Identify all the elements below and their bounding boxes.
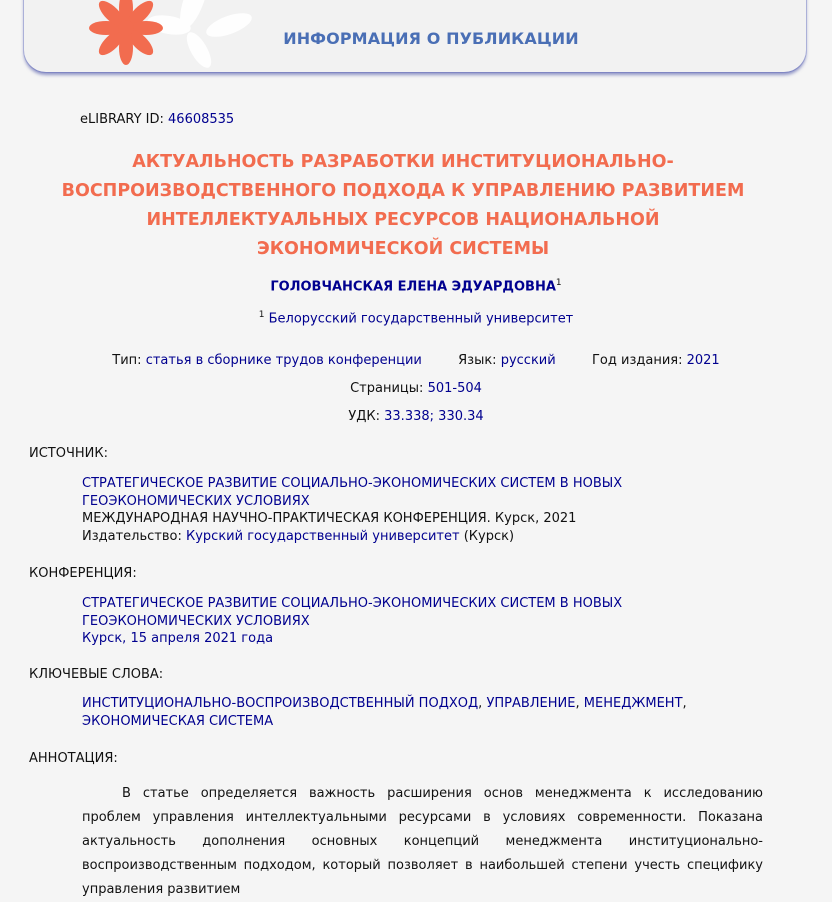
keyword-link[interactable]: УПРАВЛЕНИЕ bbox=[486, 696, 576, 711]
abstract-text: В статье определяется важность расширения основ менеджмента к исследованию проблем управления интеллектуальными ресурсами в условиях современности. Показана актуальность дополнения основных концепций менеджмента институционально-воспроизводственным подходом, который позволяет в наибольшей степени учесть специфику управления развитием bbox=[82, 786, 763, 897]
affiliation-sup: 1 bbox=[258, 310, 265, 320]
pages-value: 501-504 bbox=[427, 381, 482, 396]
lang-value: русский bbox=[500, 353, 556, 368]
year-value: 2021 bbox=[686, 353, 720, 368]
pages-row bbox=[0, 381, 832, 396]
keywords-label: КЛЮЧЕВЫЕ СЛОВА: bbox=[29, 667, 164, 682]
keyword-separator: , bbox=[575, 696, 580, 711]
affiliation-link[interactable]: Белорусский государственный университет bbox=[268, 311, 574, 327]
source-label: ИСТОЧНИК: bbox=[29, 446, 108, 461]
udk-row bbox=[0, 409, 832, 424]
elibrary-id-value[interactable]: 46608535 bbox=[168, 112, 235, 127]
lang-label: Язык: bbox=[458, 353, 497, 368]
keyword-separator: , bbox=[478, 696, 483, 711]
affiliation bbox=[0, 310, 832, 326]
source-block bbox=[82, 475, 722, 545]
elibrary-id bbox=[80, 112, 234, 127]
year-label: Год издания: bbox=[592, 353, 683, 368]
meta-row bbox=[0, 353, 832, 368]
elibrary-id-label: eLIBRARY ID: bbox=[80, 112, 164, 127]
conference-title-link[interactable]: СТРАТЕГИЧЕСКОЕ РАЗВИТИЕ СОЦИАЛЬНО-ЭКОНОМИЧЕСКИХ СИСТЕМ В НОВЫХ ГЕОЭКОНОМИЧЕСКИХ УСЛОВИЯХ bbox=[82, 596, 623, 629]
keyword-link[interactable]: МЕНЕДЖМЕНТ bbox=[583, 696, 683, 711]
publication-title: АКТУАЛЬНОСТЬ РАЗРАБОТКИ ИНСТИТУЦИОНАЛЬНО-ВОСПРОИЗВОДСТВЕННОГО ПОДХОДА К УПРАВЛЕНИЮ РАЗВИТИЕМ ИНТЕЛЛЕКТУАЛЬНЫХ РЕСУРСОВ НАЦИОНАЛЬНОЙ ЭКОНОМИЧЕСКОЙ СИСТЕМЫ bbox=[61, 152, 745, 259]
keyword-link[interactable]: ИНСТИТУЦИОНАЛЬНО-ВОСПРОИЗВОДСТВЕННЫЙ ПОДХОД bbox=[82, 696, 479, 711]
type-value: статья в сборнике трудов конференции bbox=[145, 353, 422, 368]
keyword-separator: , bbox=[682, 696, 687, 711]
udk-link-2[interactable]: 330.34 bbox=[438, 409, 484, 424]
keywords-block bbox=[82, 695, 722, 730]
conference-label: КОНФЕРЕНЦИЯ: bbox=[29, 566, 137, 581]
source-conference: МЕЖДУНАРОДНАЯ НАУЧНО-ПРАКТИЧЕСКАЯ КОНФЕРЕНЦИЯ. Курск, 2021 bbox=[82, 511, 577, 526]
source-title-link[interactable]: СТРАТЕГИЧЕСКОЕ РАЗВИТИЕ СОЦИАЛЬНО-ЭКОНОМИЧЕСКИХ СИСТЕМ В НОВЫХ ГЕОЭКОНОМИЧЕСКИХ УСЛОВИЯХ bbox=[82, 476, 623, 509]
publisher-link[interactable]: Курский государственный университет bbox=[186, 528, 460, 544]
author-link[interactable]: ГОЛОВЧАНСКАЯ ЕЛЕНА ЭДУАРДОВНА bbox=[270, 279, 556, 295]
author-sup: 1 bbox=[555, 278, 562, 288]
author bbox=[0, 278, 832, 294]
keyword-link[interactable]: ЭКОНОМИЧЕСКАЯ СИСТЕМА bbox=[82, 713, 274, 729]
publisher-label: Издательство: bbox=[82, 528, 182, 544]
header-panel bbox=[24, 0, 806, 72]
type-label: Тип: bbox=[112, 353, 142, 368]
pages-label: Страницы: bbox=[350, 381, 424, 396]
conference-place-date: Курск, 15 апреля 2021 года bbox=[82, 631, 274, 646]
publisher-city: (Курск) bbox=[463, 528, 515, 544]
header-title: ИНФОРМАЦИЯ О ПУБЛИКАЦИИ bbox=[283, 29, 579, 48]
abstract-label: АННОТАЦИЯ: bbox=[29, 751, 118, 766]
udk-label: УДК: bbox=[348, 409, 380, 424]
udk-separator: ; bbox=[429, 409, 435, 424]
udk-link-1[interactable]: 33.338 bbox=[384, 409, 430, 424]
conference-block bbox=[82, 595, 722, 648]
